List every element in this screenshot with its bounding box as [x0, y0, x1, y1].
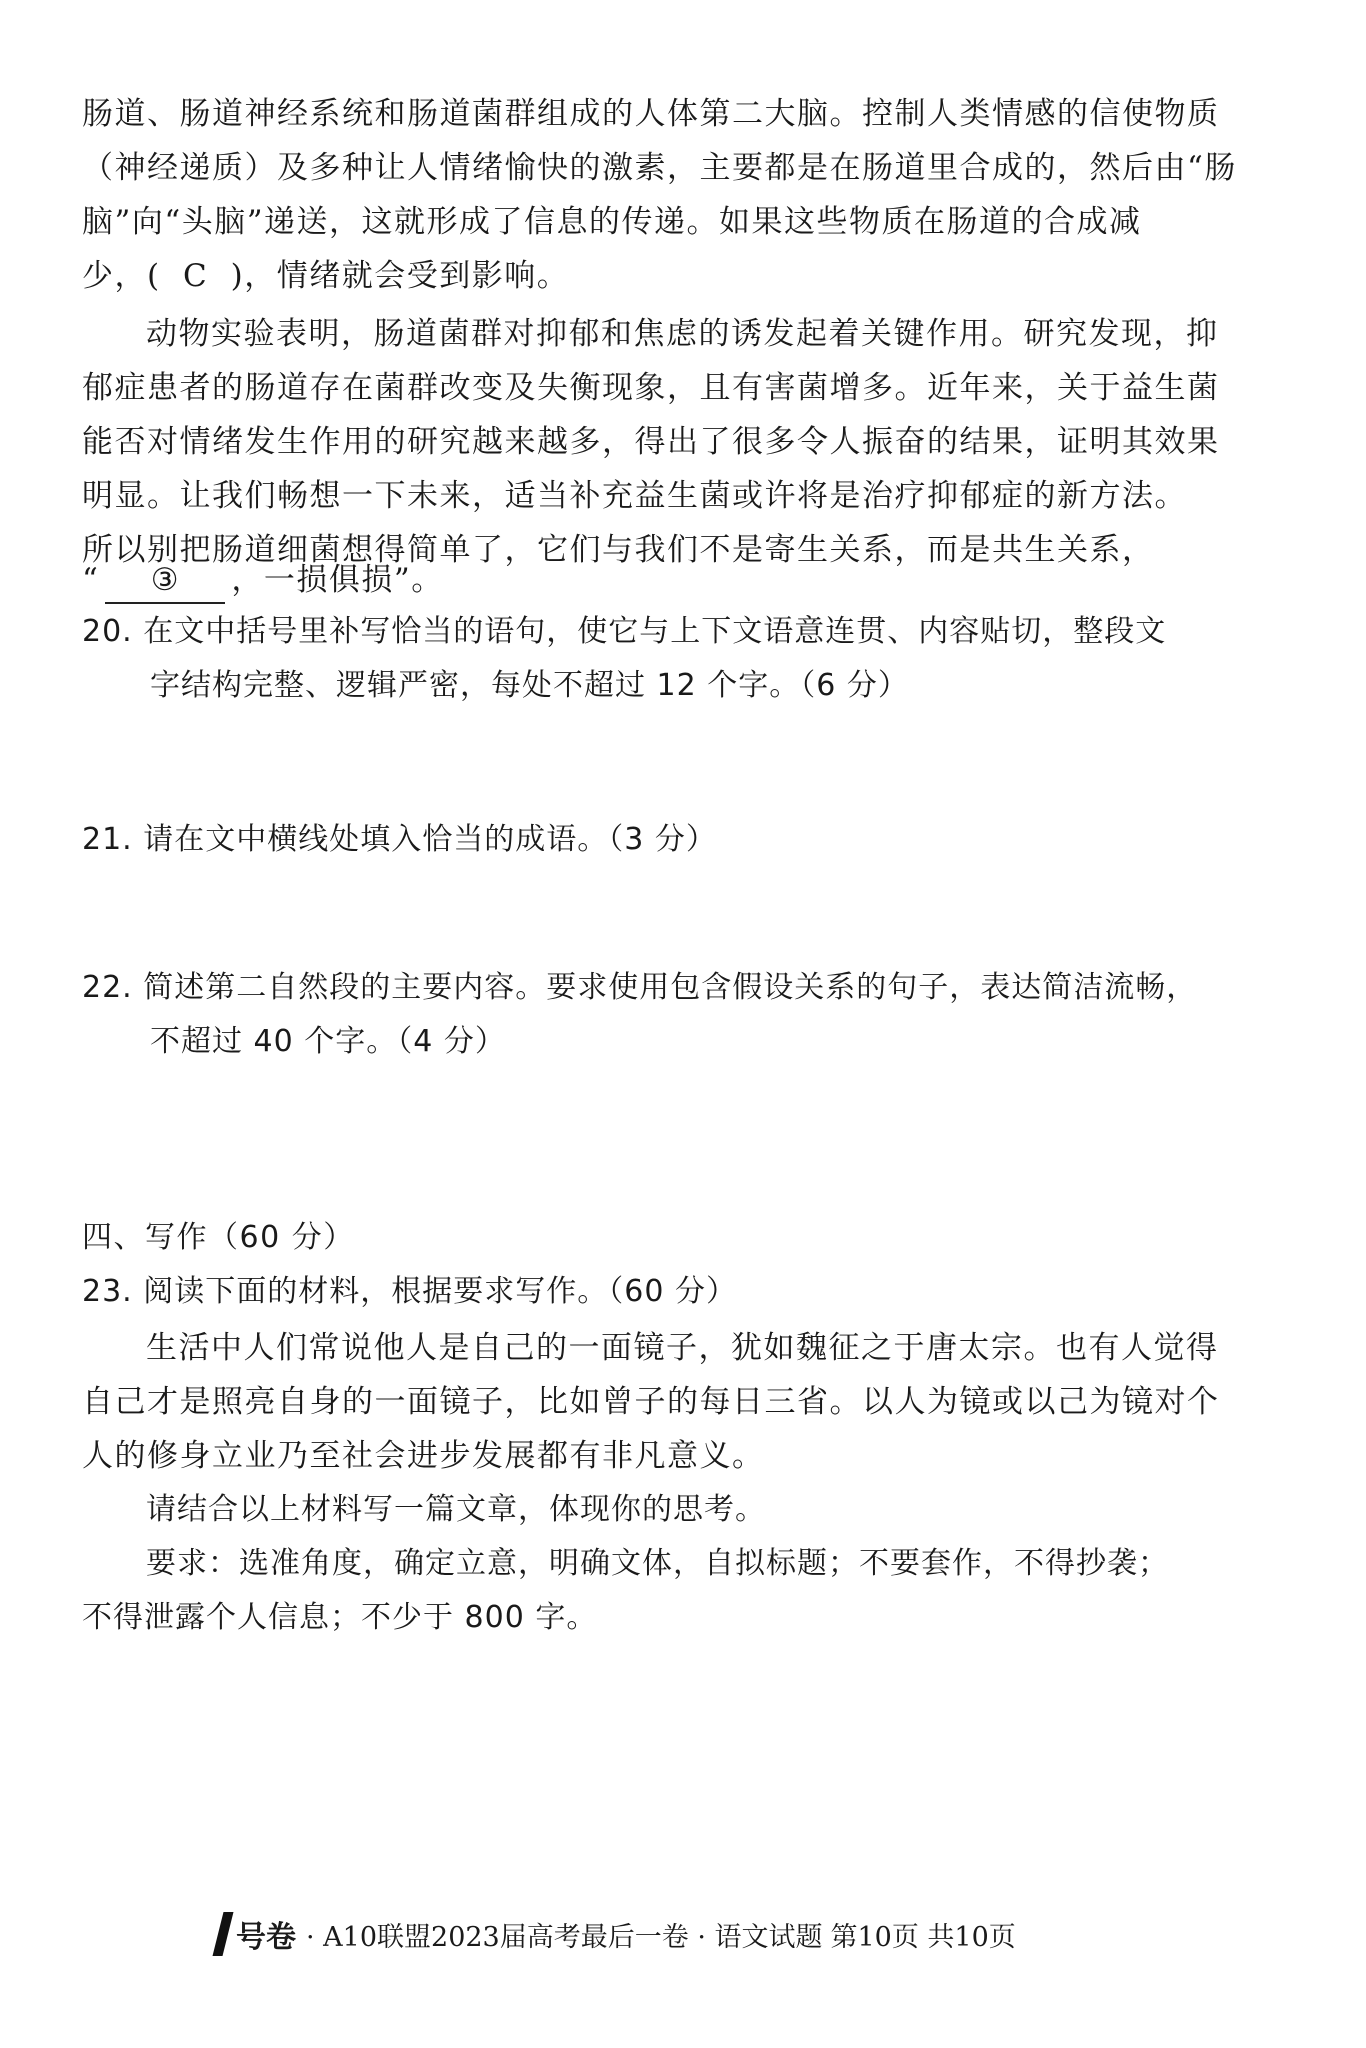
writing-instruction: 请结合以上材料写一篇文章，体现你的思考。 — [146, 1492, 766, 1527]
writing-requirement: 要求：选准角度，确定立意，明确文体，自拟标题；不要套作，不得抄袭； — [146, 1546, 1169, 1581]
passage-line: 脑”向“头脑”递送，这就形成了信息的传递。如果这些物质在肠道的合成减 — [82, 204, 1142, 240]
passage-text: ，一损俱损”。 — [231, 562, 444, 598]
question-23: 23. 阅读下面的材料，根据要求写作。（60 分） — [82, 1274, 737, 1309]
question-22-cont: 不超过 40 个字。（4 分） — [150, 1024, 506, 1059]
fill-blank-3: ③ — [105, 558, 225, 604]
section-title-writing: 四、写作（60 分） — [82, 1220, 355, 1255]
material-line: 人的修身立业乃至社会进步发展都有非凡意义。 — [82, 1438, 765, 1474]
passage-line: 肠道、肠道神经系统和肠道菌群组成的人体第二大脑。控制人类情感的信使物质 — [82, 96, 1220, 132]
handwritten-answer: C — [182, 258, 209, 294]
passage-line: 所以别把肠道细菌想得简单了，它们与我们不是寄生关系，而是共生关系， — [82, 532, 1155, 568]
page-footer — [218, 1912, 1016, 1956]
exam-title: · A10联盟2023届高考最后一卷 · 语文试题 — [306, 1921, 823, 1953]
passage-line: 动物实验表明，肠道菌群对抑郁和焦虑的诱发起着关键作用。研究发现，抑 — [146, 316, 1219, 352]
passage-line: 能否对情绪发生作用的研究越来越多，得出了很多令人振奋的结果，证明其效果 — [82, 424, 1220, 460]
passage-line-with-blank — [82, 558, 444, 604]
question-22: 22. 简述第二自然段的主要内容。要求使用包含假设关系的句子，表达简洁流畅， — [82, 970, 1198, 1005]
passage-text: 少，( — [82, 258, 161, 294]
question-21: 21. 请在文中横线处填入恰当的成语。（3 分） — [82, 822, 717, 857]
passage-line: 郁症患者的肠道存在菌群改变及失衡现象，且有害菌增多。近年来，关于益生菌 — [82, 370, 1220, 406]
question-20-cont: 字结构完整、逻辑严密，每处不超过 12 个字。（6 分） — [150, 668, 909, 703]
passage-line: 明显。让我们畅想一下未来，适当补充益生菌或许将是治疗抑郁症的新方法。 — [82, 478, 1187, 514]
passage-text: “ — [82, 562, 100, 598]
writing-requirement-cont: 不得泄露个人信息；不少于 800 字。 — [82, 1600, 598, 1635]
passage-line-with-answer — [82, 254, 569, 298]
page-number: 第10页 共10页 — [830, 1921, 1016, 1953]
passage-line: （神经递质）及多种让人情绪愉快的激素，主要都是在肠道里合成的，然后由“肠 — [82, 150, 1237, 186]
logo-text: 号卷 — [236, 1920, 296, 1955]
passage-text: )，情绪就会受到影响。 — [230, 258, 570, 294]
logo-mark-icon — [213, 1912, 234, 1956]
material-line: 生活中人们常说他人是自己的一面镜子，犹如魏征之于唐太宗。也有人觉得 — [146, 1330, 1219, 1366]
material-line: 自己才是照亮自身的一面镜子，比如曾子的每日三省。以人为镜或以己为镜对个 — [82, 1384, 1220, 1420]
question-20: 20. 在文中括号里补写恰当的语句，使它与上下文语意连贯、内容贴切，整段文 — [82, 614, 1167, 649]
